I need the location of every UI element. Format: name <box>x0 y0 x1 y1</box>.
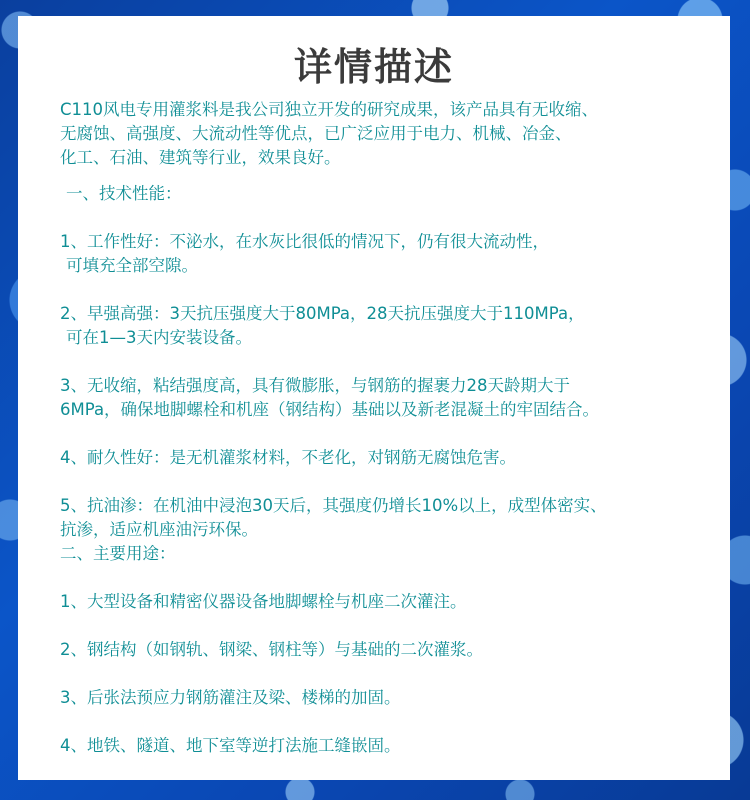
item-line: 3、无收缩，粘结强度高，具有微膨胀，与钢筋的握裹力28天龄期大于 <box>60 376 570 395</box>
usage-item-1: 1、大型设备和精密仪器设备地脚螺栓与机座二次灌注。 <box>60 592 467 611</box>
performance-item-4 <box>60 446 750 470</box>
item-line: 1、工作性好：不泌水，在水灰比很低的情况下，仍有很大流动性， <box>60 232 549 251</box>
section1-heading: 一、技术性能： <box>66 184 182 203</box>
usage-item-4: 4、地铁、隧道、地下室等逆打法施工缝嵌固。 <box>60 736 401 755</box>
intro-line: C110风电专用灌浆料是我公司独立开发的研究成果，该产品具有无收缩、 <box>60 100 599 119</box>
item-line: 抗渗，适应机座油污环保。 <box>60 520 258 539</box>
performance-item-3 <box>60 374 750 422</box>
item-line: 2、早强高强：3天抗压强度大于80MPa，28天抗压强度大于110MPa， <box>60 304 585 323</box>
intro-line: 化工、石油、建筑等行业，效果良好。 <box>60 148 341 167</box>
item-line: 可在1—3天内安装设备。 <box>66 328 252 347</box>
item-line: 5、抗油渗：在机油中浸泡30天后，其强度仍增长10%以上，成型体密实、 <box>60 496 607 515</box>
performance-item-2 <box>60 302 750 350</box>
section2-heading: 二、主要用途： <box>60 544 176 563</box>
item-line: 可填充全部空隙。 <box>66 256 198 275</box>
performance-item-1 <box>60 230 750 278</box>
content-panel <box>18 16 730 780</box>
usage-item-2: 2、钢结构（如钢轨、钢梁、钢柱等）与基础的二次灌浆。 <box>60 640 483 659</box>
item-line: 6MPa，确保地脚螺栓和机座（钢结构）基础以及新老混凝土的牢固结合。 <box>60 400 600 419</box>
intro-line: 无腐蚀、高强度、大流动性等优点，已广泛应用于电力、机械、冶金、 <box>60 124 572 143</box>
item-line: 4、耐久性好：是无机灌浆材料，不老化，对钢筋无腐蚀危害。 <box>60 448 516 467</box>
usage-item-3: 3、后张法预应力钢筋灌注及梁、楼梯的加固。 <box>60 688 401 707</box>
page-title: 详情描述 <box>293 45 454 89</box>
performance-item-5 <box>60 494 750 542</box>
intro-paragraph <box>60 98 750 170</box>
description-body <box>60 98 750 758</box>
